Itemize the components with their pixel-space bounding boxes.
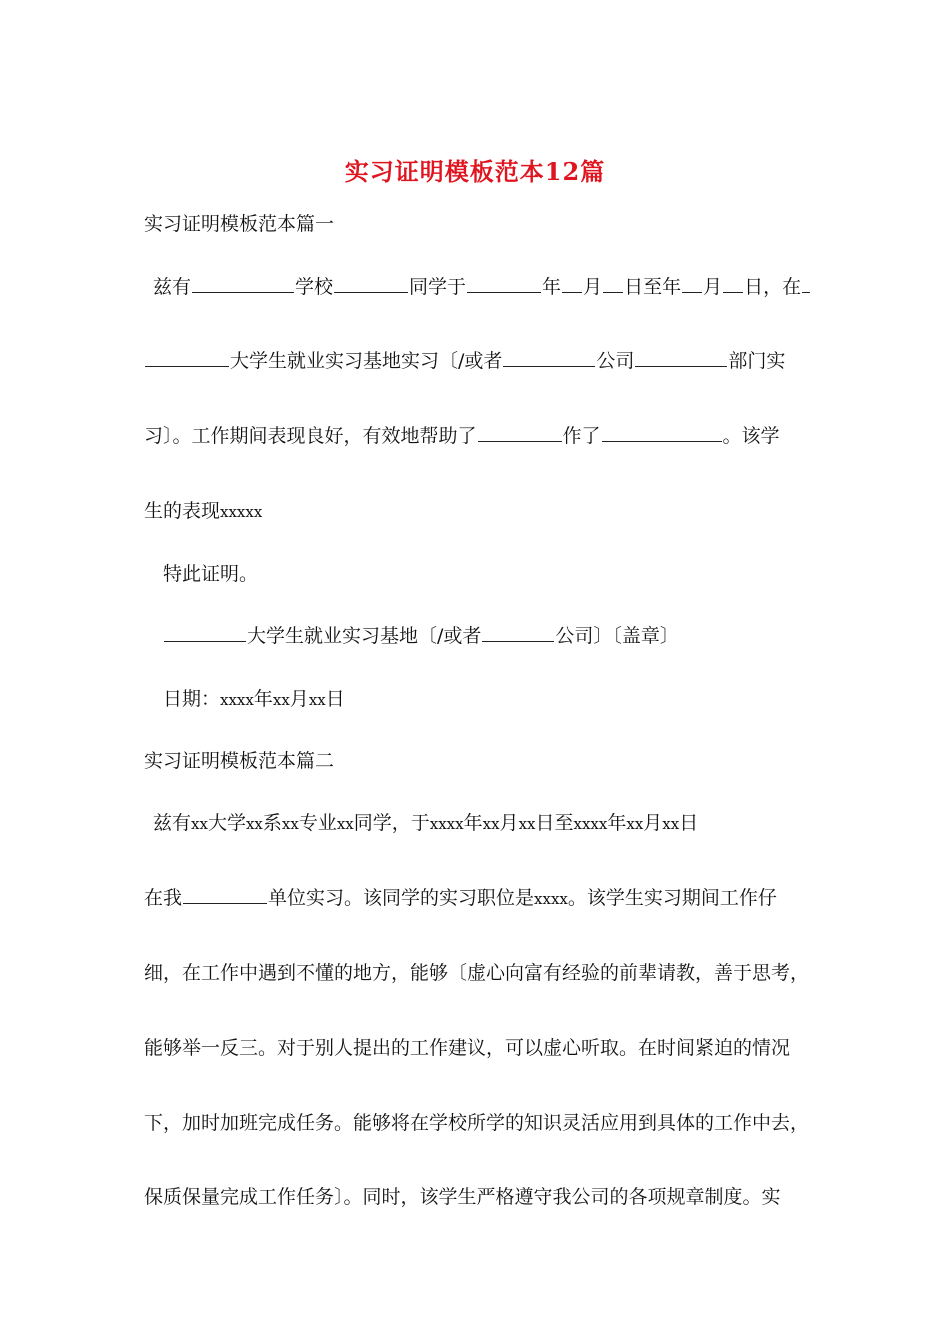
section2-line5: 下，加时加班完成任务。能够将在学校所学的知识灵活应用到具体的工作中去， xyxy=(144,1112,810,1134)
blank-field[interactable] xyxy=(334,274,408,293)
blank-field[interactable] xyxy=(635,348,727,367)
blank-field[interactable] xyxy=(145,348,229,367)
section1-line1: 兹有 学校 同学于 年 月 日至年 月 日，在 xyxy=(153,274,811,300)
section2-line2: 在我 单位实习。该同学的实习职位是xxxx。该学生实习期间工作仔 xyxy=(144,887,777,909)
blank-field[interactable] xyxy=(802,274,810,293)
blank-field[interactable] xyxy=(192,274,294,293)
blank-field[interactable] xyxy=(503,348,595,367)
blank-field[interactable] xyxy=(602,423,722,442)
section1-heading: 实习证明模板范本篇一 xyxy=(144,213,335,235)
blank-field[interactable] xyxy=(603,274,623,293)
section2-line3: 细，在工作中遇到不懂的地方，能够〔虚心向富有经验的前辈请教，善于思考， xyxy=(144,962,810,984)
blank-field[interactable] xyxy=(482,623,554,642)
section1-line2: 大学生就业实习基地实习〔/或者 公司 部门实 xyxy=(144,348,785,374)
section2-line4: 能够举一反三。对于别人提出的工作建议，可以虚心听取。在时间紧迫的情况 xyxy=(144,1037,791,1059)
certify-text: 特此证明。 xyxy=(163,563,259,585)
section2-heading: 实习证明模板范本篇二 xyxy=(144,750,335,772)
date-line: 日期：xxxx年xx月xx日 xyxy=(163,688,345,710)
blank-field[interactable] xyxy=(467,274,541,293)
section2-line6: 保质保量完成工作任务〕。同时，该学生严格遵守我公司的各项规章制度。实 xyxy=(144,1186,781,1208)
blank-field[interactable] xyxy=(478,423,562,442)
stamp-line: 大学生就业实习基地〔/或者 公司〕〔盖章〕 xyxy=(163,623,679,649)
blank-field[interactable] xyxy=(682,274,702,293)
blank-field[interactable] xyxy=(164,623,246,642)
section1-line4: 生的表现xxxxx xyxy=(144,500,263,522)
blank-field[interactable] xyxy=(183,885,267,904)
section1-line3: 习〕。工作期间表现良好，有效地帮助了 作了 。该学 xyxy=(144,425,780,447)
section2-line1: 兹有xx大学xx系xx专业xx同学，于xxxx年xx月xx日至xxxx年xx月xx日 xyxy=(153,812,699,834)
blank-field[interactable] xyxy=(562,274,582,293)
blank-field[interactable] xyxy=(723,274,743,293)
document-title: 实习证明模板范本12篇 xyxy=(344,157,606,186)
